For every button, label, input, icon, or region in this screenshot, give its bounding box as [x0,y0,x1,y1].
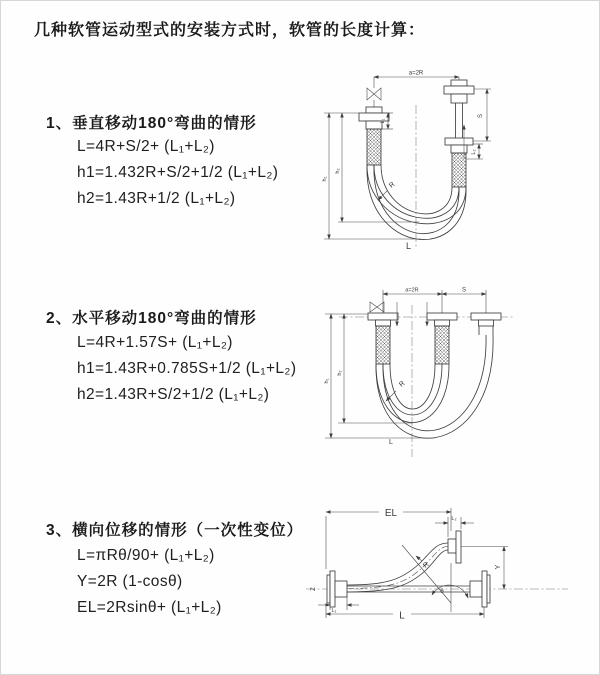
dimension-a2r [374,71,459,89]
flange-fitting-left [359,107,389,165]
dimension-h2 [337,314,413,423]
formula-line: L=πRθ/90+ (L₁+L₂) [77,547,215,564]
dimension-el [326,508,451,569]
dim-label-r: R [422,561,431,570]
dim-label-el: EL [384,508,398,519]
valve-icon [370,302,384,312]
formula-line: h1=1.432R+S/2+1/2 (L₁+L₂) [77,164,279,181]
axis-mark: Z [311,587,317,591]
dim-label-theta: θ [440,589,444,595]
dimension-a2r [383,288,486,314]
diagram-horizontal-movement [311,277,571,465]
flange-top-right-plate [456,531,461,563]
dimension-s [442,288,486,295]
formula-line: h2=1.43R+1/2 (L₁+L₂) [77,190,236,207]
dim-label-l: L [389,439,393,446]
formula-line: EL=2Rsinθ+ (L₁+L₂) [77,599,222,616]
dim-label-l2: L₂ [451,516,457,522]
flange-top-right [448,539,456,553]
section-2-heading: 2、水平移动180°弯曲的情形 [46,310,257,327]
dim-label-l: L [399,610,405,622]
dimension-l1 [318,595,359,614]
formula-line: L=4R+1.57S+ (L₁+L₂) [77,334,233,351]
displaced-hose [347,531,461,592]
formula-line: h1=1.43R+0.785S+1/2 (L₁+L₂) [77,360,297,377]
section-3-heading: 3、横向位移的情形（一次性变位） [46,522,304,539]
dimension-l2 [435,516,474,537]
flange-fitting-right [471,313,501,335]
dimension-l2 [466,144,483,159]
hose-u-bend [367,165,466,240]
dim-label-h1: h₁ [322,176,328,182]
dim-label-l2: L₂ [471,149,477,155]
diagram-vertical-movement [311,67,571,259]
dim-label-a2r: a=2R [408,70,424,77]
formula-line: L=4R+S/2+ (L₁+L₂) [77,138,215,155]
dim-label-s: S [478,113,484,119]
flange-fitting-right [444,80,474,187]
dim-label-a2r: a=2R [405,287,419,294]
braided-hose-section [367,129,381,165]
formula-line: h2=1.43R+S/2+1/2 (L₁+L₂) [77,386,270,403]
dim-label-l1: L₁ [380,118,386,124]
radius-callout [386,380,407,401]
flange-fitting-middle [427,313,457,364]
braided-hose-section [435,326,449,364]
page-title: 几种软管运动型式的安装方式时，软管的长度计算： [34,22,426,39]
braided-hose-section [376,326,390,364]
diagram-lateral-displacement [294,499,594,634]
dim-label-h2: h₂ [335,168,341,174]
dim-label-l1: L₁ [331,608,337,614]
dim-label-h1: h₁ [324,378,330,384]
dimension-s [473,89,491,141]
radius-callout [416,556,431,570]
dim-label-s: S [461,287,467,294]
valve-icon [367,88,381,107]
dim-label-r: R [388,181,397,190]
dim-label-l: L [406,241,412,251]
formula-line: Y=2R (1-cosθ) [77,573,183,590]
flange-fitting-left [368,313,398,364]
dim-label-h2: h₂ [337,370,343,376]
dimension-l [326,607,484,622]
section-1-heading: 1、垂直移动180°弯曲的情形 [46,115,257,132]
dim-label-y: Y [495,564,502,570]
dim-label-r: R [398,380,407,389]
